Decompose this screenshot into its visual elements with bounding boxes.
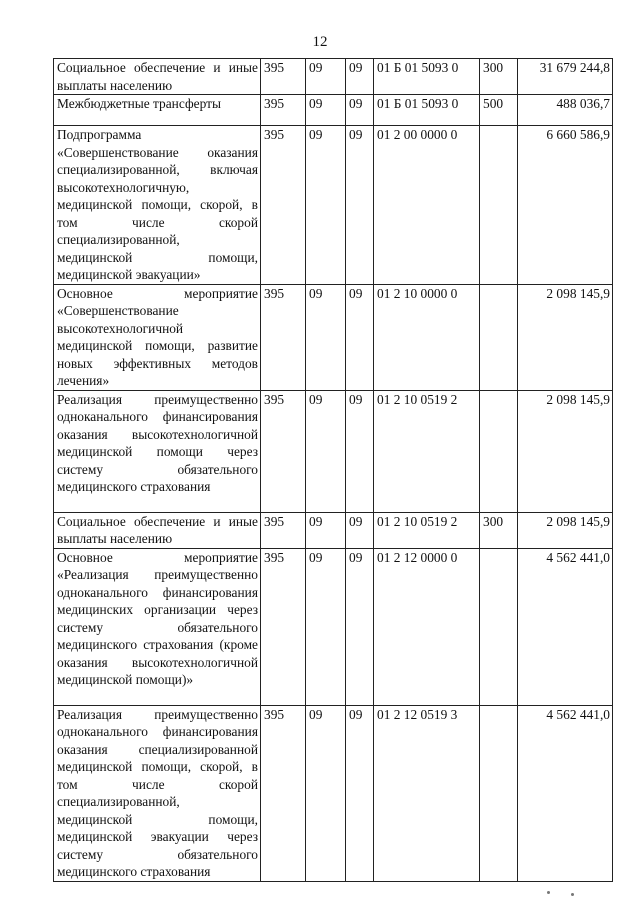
ministry-code: 395 [261, 390, 306, 512]
section-code: 09 [306, 284, 346, 390]
target-code: 01 2 10 0519 2 [374, 390, 480, 512]
table-row [54, 705, 613, 881]
table-row [54, 284, 613, 390]
expense-type-code [480, 390, 518, 512]
expense-type-code [480, 126, 518, 285]
row-name: Реализация преимущественно одноканального финансирования оказания специализированной медицинской помощи, скорой, в том числе скорой специализированной, медицинской помощи, медицинской эвакуации через систему обязательного медицинского страхования [54, 705, 261, 881]
table-row [54, 126, 613, 285]
page-number: 12 [312, 34, 328, 50]
amount: 4 562 441,0 [518, 548, 613, 705]
section-code: 09 [306, 95, 346, 126]
row-name: Основное мероприятие «Реализация преимущественно одноканального финансирования медицинских организации через систему обязательного медицинского страхования (кроме оказания высокотехнологичной медицинской помощи)» [54, 548, 261, 705]
target-code: 01 Б 01 5093 0 [374, 59, 480, 95]
subsection-code: 09 [346, 59, 374, 95]
ministry-code: 395 [261, 126, 306, 285]
amount: 4 562 441,0 [518, 705, 613, 881]
subsection-code: 09 [346, 512, 374, 548]
row-name: Основное мероприятие «Совершенствование высокотехнологичной медицинской помощи, развитие новых эффективных методов лечения» [54, 284, 261, 390]
ministry-code: 395 [261, 59, 306, 95]
amount: 2 098 145,9 [518, 284, 613, 390]
ministry-code: 395 [261, 548, 306, 705]
row-name: Социальное обеспечение и иные выплаты населению [54, 59, 261, 95]
target-code: 01 2 10 0000 0 [374, 284, 480, 390]
table-row [54, 548, 613, 705]
expense-type-code: 300 [480, 512, 518, 548]
subsection-code: 09 [346, 705, 374, 881]
subsection-code: 09 [346, 390, 374, 512]
scan-speck [547, 891, 550, 894]
table-row [54, 59, 613, 95]
row-name: Реализация преимущественно одноканального финансирования оказания высокотехнологичной медицинской помощи через систему обязательного медицинского страхования [54, 390, 261, 512]
target-code: 01 2 10 0519 2 [374, 512, 480, 548]
row-name: Подпрограмма «Совершенствование оказания специализированной, включая высокотехнологичную, медицинской помощи, скорой, в том числе скорой специализированной, медицинской помощи, медицинской эвакуации» [54, 126, 261, 285]
scan-speck [571, 893, 574, 896]
amount: 2 098 145,9 [518, 512, 613, 548]
subsection-code: 09 [346, 548, 374, 705]
row-name: Социальное обеспечение и иные выплаты населению [54, 512, 261, 548]
table-row [54, 390, 613, 512]
amount: 2 098 145,9 [518, 390, 613, 512]
amount: 488 036,7 [518, 95, 613, 126]
budget-table [53, 58, 613, 882]
section-code: 09 [306, 59, 346, 95]
subsection-code: 09 [346, 95, 374, 126]
amount: 31 679 244,8 [518, 59, 613, 95]
section-code: 09 [306, 512, 346, 548]
section-code: 09 [306, 705, 346, 881]
expense-type-code: 300 [480, 59, 518, 95]
section-code: 09 [306, 126, 346, 285]
subsection-code: 09 [346, 126, 374, 285]
target-code: 01 Б 01 5093 0 [374, 95, 480, 126]
table-row [54, 95, 613, 126]
ministry-code: 395 [261, 705, 306, 881]
target-code: 01 2 12 0519 3 [374, 705, 480, 881]
ministry-code: 395 [261, 95, 306, 126]
section-code: 09 [306, 390, 346, 512]
expense-type-code [480, 705, 518, 881]
amount: 6 660 586,9 [518, 126, 613, 285]
expense-type-code: 500 [480, 95, 518, 126]
section-code: 09 [306, 548, 346, 705]
target-code: 01 2 00 0000 0 [374, 126, 480, 285]
target-code: 01 2 12 0000 0 [374, 548, 480, 705]
row-name: Межбюджетные трансферты [54, 95, 261, 126]
ministry-code: 395 [261, 512, 306, 548]
expense-type-code [480, 284, 518, 390]
ministry-code: 395 [261, 284, 306, 390]
subsection-code: 09 [346, 284, 374, 390]
table-row [54, 512, 613, 548]
expense-type-code [480, 548, 518, 705]
